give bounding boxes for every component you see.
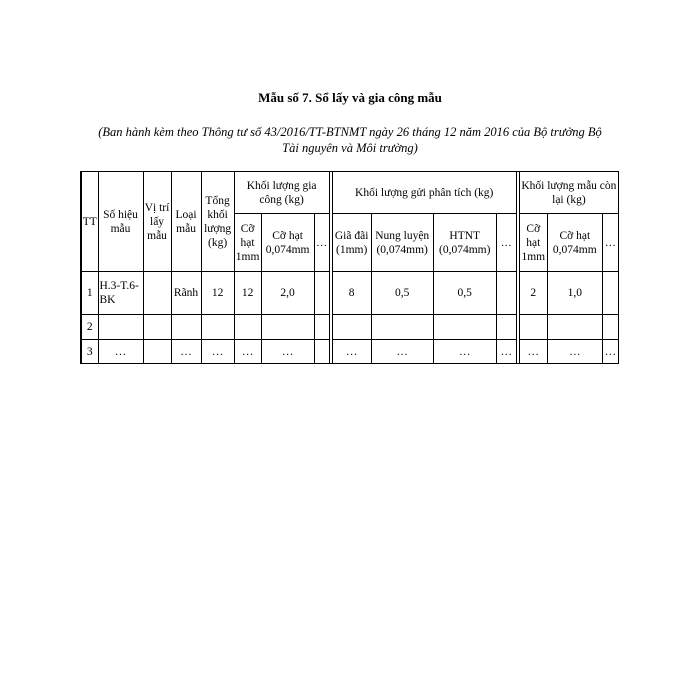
header-cl-more: … (602, 214, 618, 272)
cell-cl-more (602, 315, 618, 340)
sample-log-table (80, 171, 619, 364)
header-cl-co-hat-1mm: Cỡ hạt 1mm (519, 214, 547, 272)
cell-gc-0074mm: … (261, 340, 314, 364)
header-gc-co-hat-0074mm: Cỡ hạt 0,074mm (261, 214, 314, 272)
cell-pt-more (496, 272, 516, 315)
header-gc-more: … (314, 214, 329, 272)
header-row-1 (81, 172, 619, 214)
cell-vi-tri (143, 315, 171, 340)
header-pt-gia-dai: Giã đãi (1mm) (332, 214, 371, 272)
cell-cl-more (602, 272, 618, 315)
cell-tt: 1 (81, 272, 98, 315)
header-pt-nung-luyen: Nung luyện (0,074mm) (371, 214, 433, 272)
cell-pt-gia-dai: 8 (332, 272, 371, 315)
header-group-gui-phan-tich: Khối lượng gửi phân tích (kg) (332, 172, 516, 214)
header-group-con-lai: Khối lượng mẫu còn lại (kg) (519, 172, 618, 214)
header-vi-tri-lay-mau: Vị trí lấy mẫu (143, 172, 171, 272)
cell-pt-gia-dai: … (332, 340, 371, 364)
cell-vi-tri (143, 272, 171, 315)
cell-cl-0074mm: 1,0 (547, 272, 602, 315)
cell-so-hieu-mau: … (98, 340, 143, 364)
cell-pt-more: … (496, 340, 516, 364)
cell-cl-1mm: 2 (519, 272, 547, 315)
cell-gc-1mm (234, 315, 261, 340)
cell-gc-1mm: 12 (234, 272, 261, 315)
cell-pt-nung-luyen: … (371, 340, 433, 364)
cell-so-hieu-mau (98, 315, 143, 340)
header-group-gia-cong: Khối lượng gia công (kg) (234, 172, 329, 214)
cell-gc-more (314, 315, 329, 340)
cell-loai-mau: … (171, 340, 201, 364)
cell-pt-htnt: … (433, 340, 496, 364)
table-row (81, 340, 619, 364)
document-subtitle: (Ban hành kèm theo Thông tư số 43/2016/TT-BTNMT ngày 26 tháng 12 năm 2016 của Bộ trưởng Bộ Tài nguyên và Môi trường) (98, 125, 602, 155)
cell-tt: 2 (81, 315, 98, 340)
cell-cl-1mm: … (519, 340, 547, 364)
cell-cl-1mm (519, 315, 547, 340)
cell-tong-khoi-luong: … (201, 340, 234, 364)
cell-gc-more (314, 272, 329, 315)
cell-tong-khoi-luong (201, 315, 234, 340)
cell-pt-htnt (433, 315, 496, 340)
cell-loai-mau: Rãnh (171, 272, 201, 315)
header-pt-more: … (496, 214, 516, 272)
header-tt: TT (81, 172, 98, 272)
document-title: Mẫu số 7. Sổ lấy và gia công mẫu (258, 90, 442, 105)
header-tong-khoi-luong: Tổng khối lượng (kg) (201, 172, 234, 272)
cell-cl-more: … (602, 340, 618, 364)
table-row (81, 315, 619, 340)
cell-tong-khoi-luong: 12 (201, 272, 234, 315)
cell-pt-more (496, 315, 516, 340)
cell-pt-nung-luyen (371, 315, 433, 340)
cell-gc-0074mm (261, 315, 314, 340)
cell-pt-gia-dai (332, 315, 371, 340)
cell-pt-nung-luyen: 0,5 (371, 272, 433, 315)
cell-gc-1mm: … (234, 340, 261, 364)
cell-vi-tri (143, 340, 171, 364)
cell-pt-htnt: 0,5 (433, 272, 496, 315)
header-so-hieu-mau: Số hiệu mẫu (98, 172, 143, 272)
table-row (81, 272, 619, 315)
header-cl-co-hat-0074mm: Cỡ hạt 0,074mm (547, 214, 602, 272)
cell-loai-mau (171, 315, 201, 340)
header-pt-htnt: HTNT (0,074mm) (433, 214, 496, 272)
cell-gc-more (314, 340, 329, 364)
cell-tt: 3 (81, 340, 98, 364)
cell-so-hieu-mau: H.3-T.6-BK (98, 272, 143, 315)
header-loai-mau: Loại mẫu (171, 172, 201, 272)
header-gc-co-hat-1mm: Cỡ hạt 1mm (234, 214, 261, 272)
cell-cl-0074mm (547, 315, 602, 340)
cell-gc-0074mm: 2,0 (261, 272, 314, 315)
cell-cl-0074mm: … (547, 340, 602, 364)
